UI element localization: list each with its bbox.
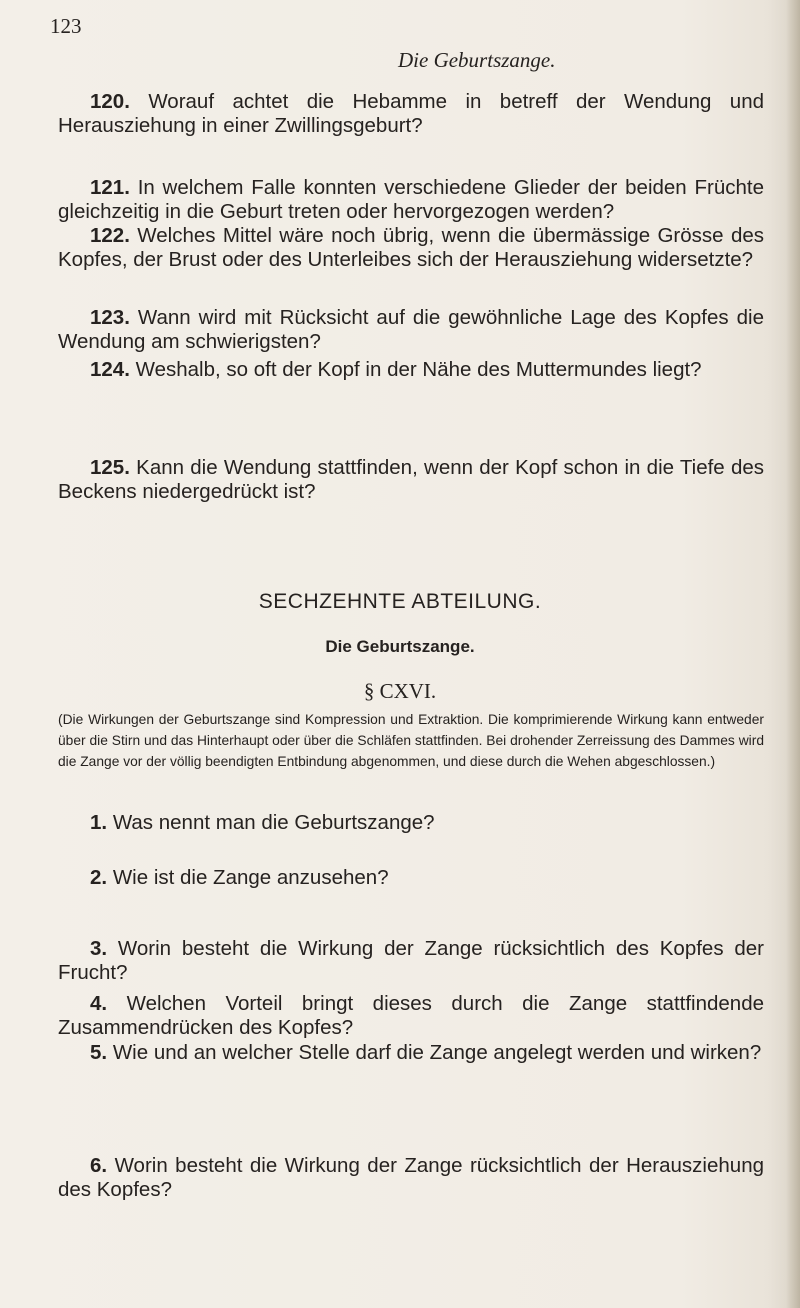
question-122 bbox=[58, 224, 764, 272]
page-number: 123 bbox=[50, 14, 82, 38]
question-text: In welchem Falle konnten verschiedene Glieder der beiden Früchte gleichzeitig in die Geburt treten oder hervorgezogen werden? bbox=[58, 176, 764, 223]
section-title: Die Geburtszange. bbox=[325, 637, 475, 656]
question-number: 5. bbox=[90, 1041, 108, 1064]
question-4 bbox=[58, 992, 764, 1040]
section-note: (Die Wirkungen der Geburtszange sind Kompression und Extraktion. Die komprimierende Wirkung kann entweder über die Stirn und das Hinterhaupt oder über die Schläfen stattfinden. Bei drohender Zerreissung des Dammes wird die Zange vor der völlig beendigten Entbindung abgenommen, und diese durch die Wehen abgeschlossen.) bbox=[58, 712, 764, 769]
question-text: Worin besteht die Wirkung der Zange rücksichtlich der Herausziehung des Kopfes? bbox=[58, 1154, 764, 1201]
question-text: Wie und an welcher Stelle darf die Zange angelegt werden und wirken? bbox=[112, 1041, 762, 1064]
question-2 bbox=[58, 866, 764, 890]
question-123 bbox=[58, 306, 764, 354]
question-number: 121. bbox=[90, 176, 130, 199]
question-number: 4. bbox=[90, 992, 108, 1015]
question-number: 3. bbox=[90, 937, 108, 960]
question-125 bbox=[58, 456, 764, 504]
question-number: 1. bbox=[90, 811, 108, 834]
paragraph-number: § CXVI. bbox=[363, 679, 437, 703]
question-3 bbox=[58, 937, 764, 985]
question-6 bbox=[58, 1154, 764, 1202]
question-number: 124. bbox=[90, 358, 130, 381]
question-text: Worin besteht die Wirkung der Zange rücksichtlich des Kopfes der Frucht? bbox=[58, 937, 764, 984]
question-5 bbox=[58, 1041, 764, 1065]
question-number: 123. bbox=[90, 306, 130, 329]
question-number: 2. bbox=[90, 866, 108, 889]
question-number: 125. bbox=[90, 456, 130, 479]
question-text: Welchen Vorteil bringt dieses durch die Zange stattfindende Zusammendrücken des Kopfes? bbox=[58, 992, 764, 1039]
question-text: Weshalb, so oft der Kopf in der Nähe des Muttermundes liegt? bbox=[135, 358, 702, 381]
question-text: Worauf achtet die Hebamme in betreff der Wendung und Herausziehung in einer Zwillingsgeburt? bbox=[58, 90, 765, 137]
question-number: 122. bbox=[90, 224, 130, 247]
question-120 bbox=[58, 90, 764, 138]
question-text: Wann wird mit Rücksicht auf die gewöhnliche Lage des Kopfes die Wendung am schwierigsten? bbox=[58, 306, 764, 353]
question-1 bbox=[58, 811, 764, 835]
question-121 bbox=[58, 176, 764, 224]
question-124 bbox=[58, 358, 764, 382]
question-text: Kann die Wendung stattfinden, wenn der Kopf schon in die Tiefe des Beckens niedergedrückt ist? bbox=[58, 456, 764, 503]
question-text: Wie ist die Zange anzusehen? bbox=[112, 866, 389, 889]
running-head: Die Geburtszange. bbox=[398, 48, 556, 72]
question-text: Was nennt man die Geburtszange? bbox=[112, 811, 435, 834]
question-text: Welches Mittel wäre noch übrig, wenn die übermässige Grösse des Kopfes, der Brust oder des Unterleibes sich der Herausziehung widersetzte? bbox=[58, 224, 764, 271]
question-number: 120. bbox=[90, 90, 130, 113]
question-number: 6. bbox=[90, 1154, 108, 1177]
section-abteilung-heading: SECHZEHNTE ABTEILUNG. bbox=[258, 590, 542, 613]
